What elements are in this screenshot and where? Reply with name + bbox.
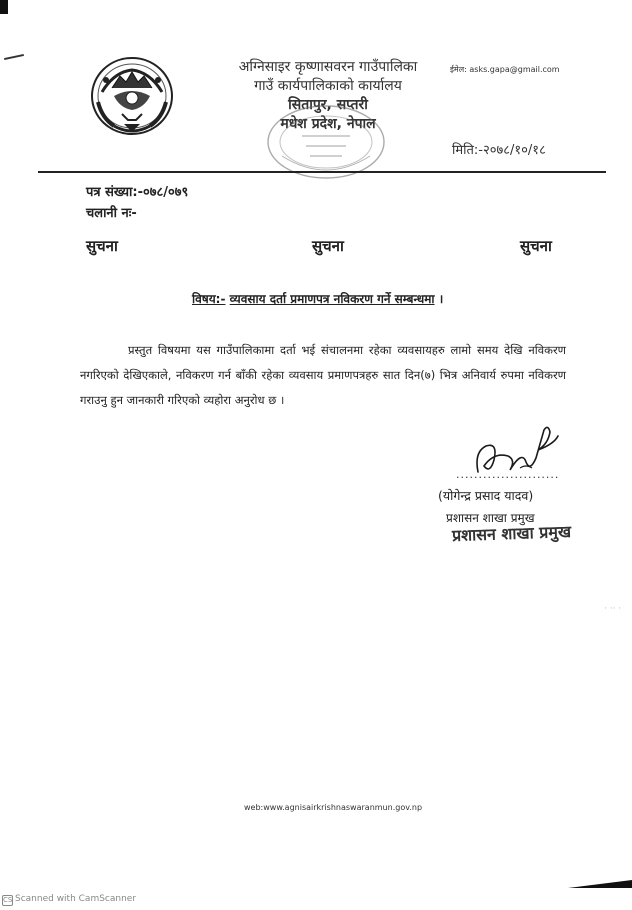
letter-body: प्रस्तुत विषयमा यस गाउँपालिकामा दर्ता भई संचालनमा रहेका व्यवसायहरु लामो समय देखि नविकरण नगरिएको देखिएकाले, नविकरण गर्न बाँकी रहेका व्यवसाय प्रमाणपत्रहरु सात दिन(७) भित्र अनिवार्य रुपमा नविकरण गराउनु हुन जानकारी गरिएको व्यहोरा अनुरोध छ । — [80, 343, 566, 407]
signatory-title: प्रशासन शाखा प्रमुख — [446, 511, 535, 525]
subject-text: व्यवसाय दर्ता प्रमाणपत्र नविकरण गर्ने सम्बन्धमा — [229, 292, 435, 306]
camscanner-icon: CS — [3, 896, 13, 904]
subject-prefix: विषय:- — [192, 292, 226, 306]
scan-edge-corner — [568, 880, 632, 888]
letter-subject — [192, 290, 443, 307]
scanner-watermark — [2, 894, 136, 906]
notice-heading-left: सुचना — [86, 237, 118, 255]
signature-line: ....................... — [456, 468, 560, 481]
signatory-stamp: प्रशासन शाखा प्रमुख — [451, 521, 572, 546]
notice-heading-right: सुचना — [520, 237, 552, 255]
letterhead — [218, 58, 438, 134]
header-divider — [38, 171, 606, 173]
nepal-emblem-icon — [84, 52, 180, 140]
dispatch-number: चलानी नः- — [86, 206, 137, 221]
signatory-name: (योगेन्द्र प्रसाद यादव) — [438, 488, 534, 503]
municipality-name: अग्निसाइर कृष्णासवरन गाउँपालिका — [238, 59, 418, 75]
office-location: सितापुर, सप्तरी — [288, 97, 368, 113]
scan-edge-mark — [0, 0, 8, 14]
letter-date: मिति:-२०७८/१०/१८ — [452, 143, 546, 158]
notice-heading-center: सुचना — [312, 237, 344, 255]
office-name: गाउँ कार्यपालिकाको कार्यालय — [254, 78, 402, 94]
letter-number: पत्र संख्या:-०७८/०७९ — [86, 185, 189, 200]
footer-website: web:www.agnisairkrishnaswaranmun.gov.np — [244, 803, 423, 812]
scan-edge-stroke — [4, 54, 24, 60]
scan-artifact: · ·· · — [604, 604, 622, 614]
subject-full-stop: । — [438, 292, 444, 306]
scanner-watermark-text: Scanned with CamScanner — [15, 894, 137, 904]
email-address: ईमेल: asks.gapa@gmail.com — [450, 65, 560, 74]
province-country: मधेश प्रदेश, नेपाल — [280, 116, 376, 132]
